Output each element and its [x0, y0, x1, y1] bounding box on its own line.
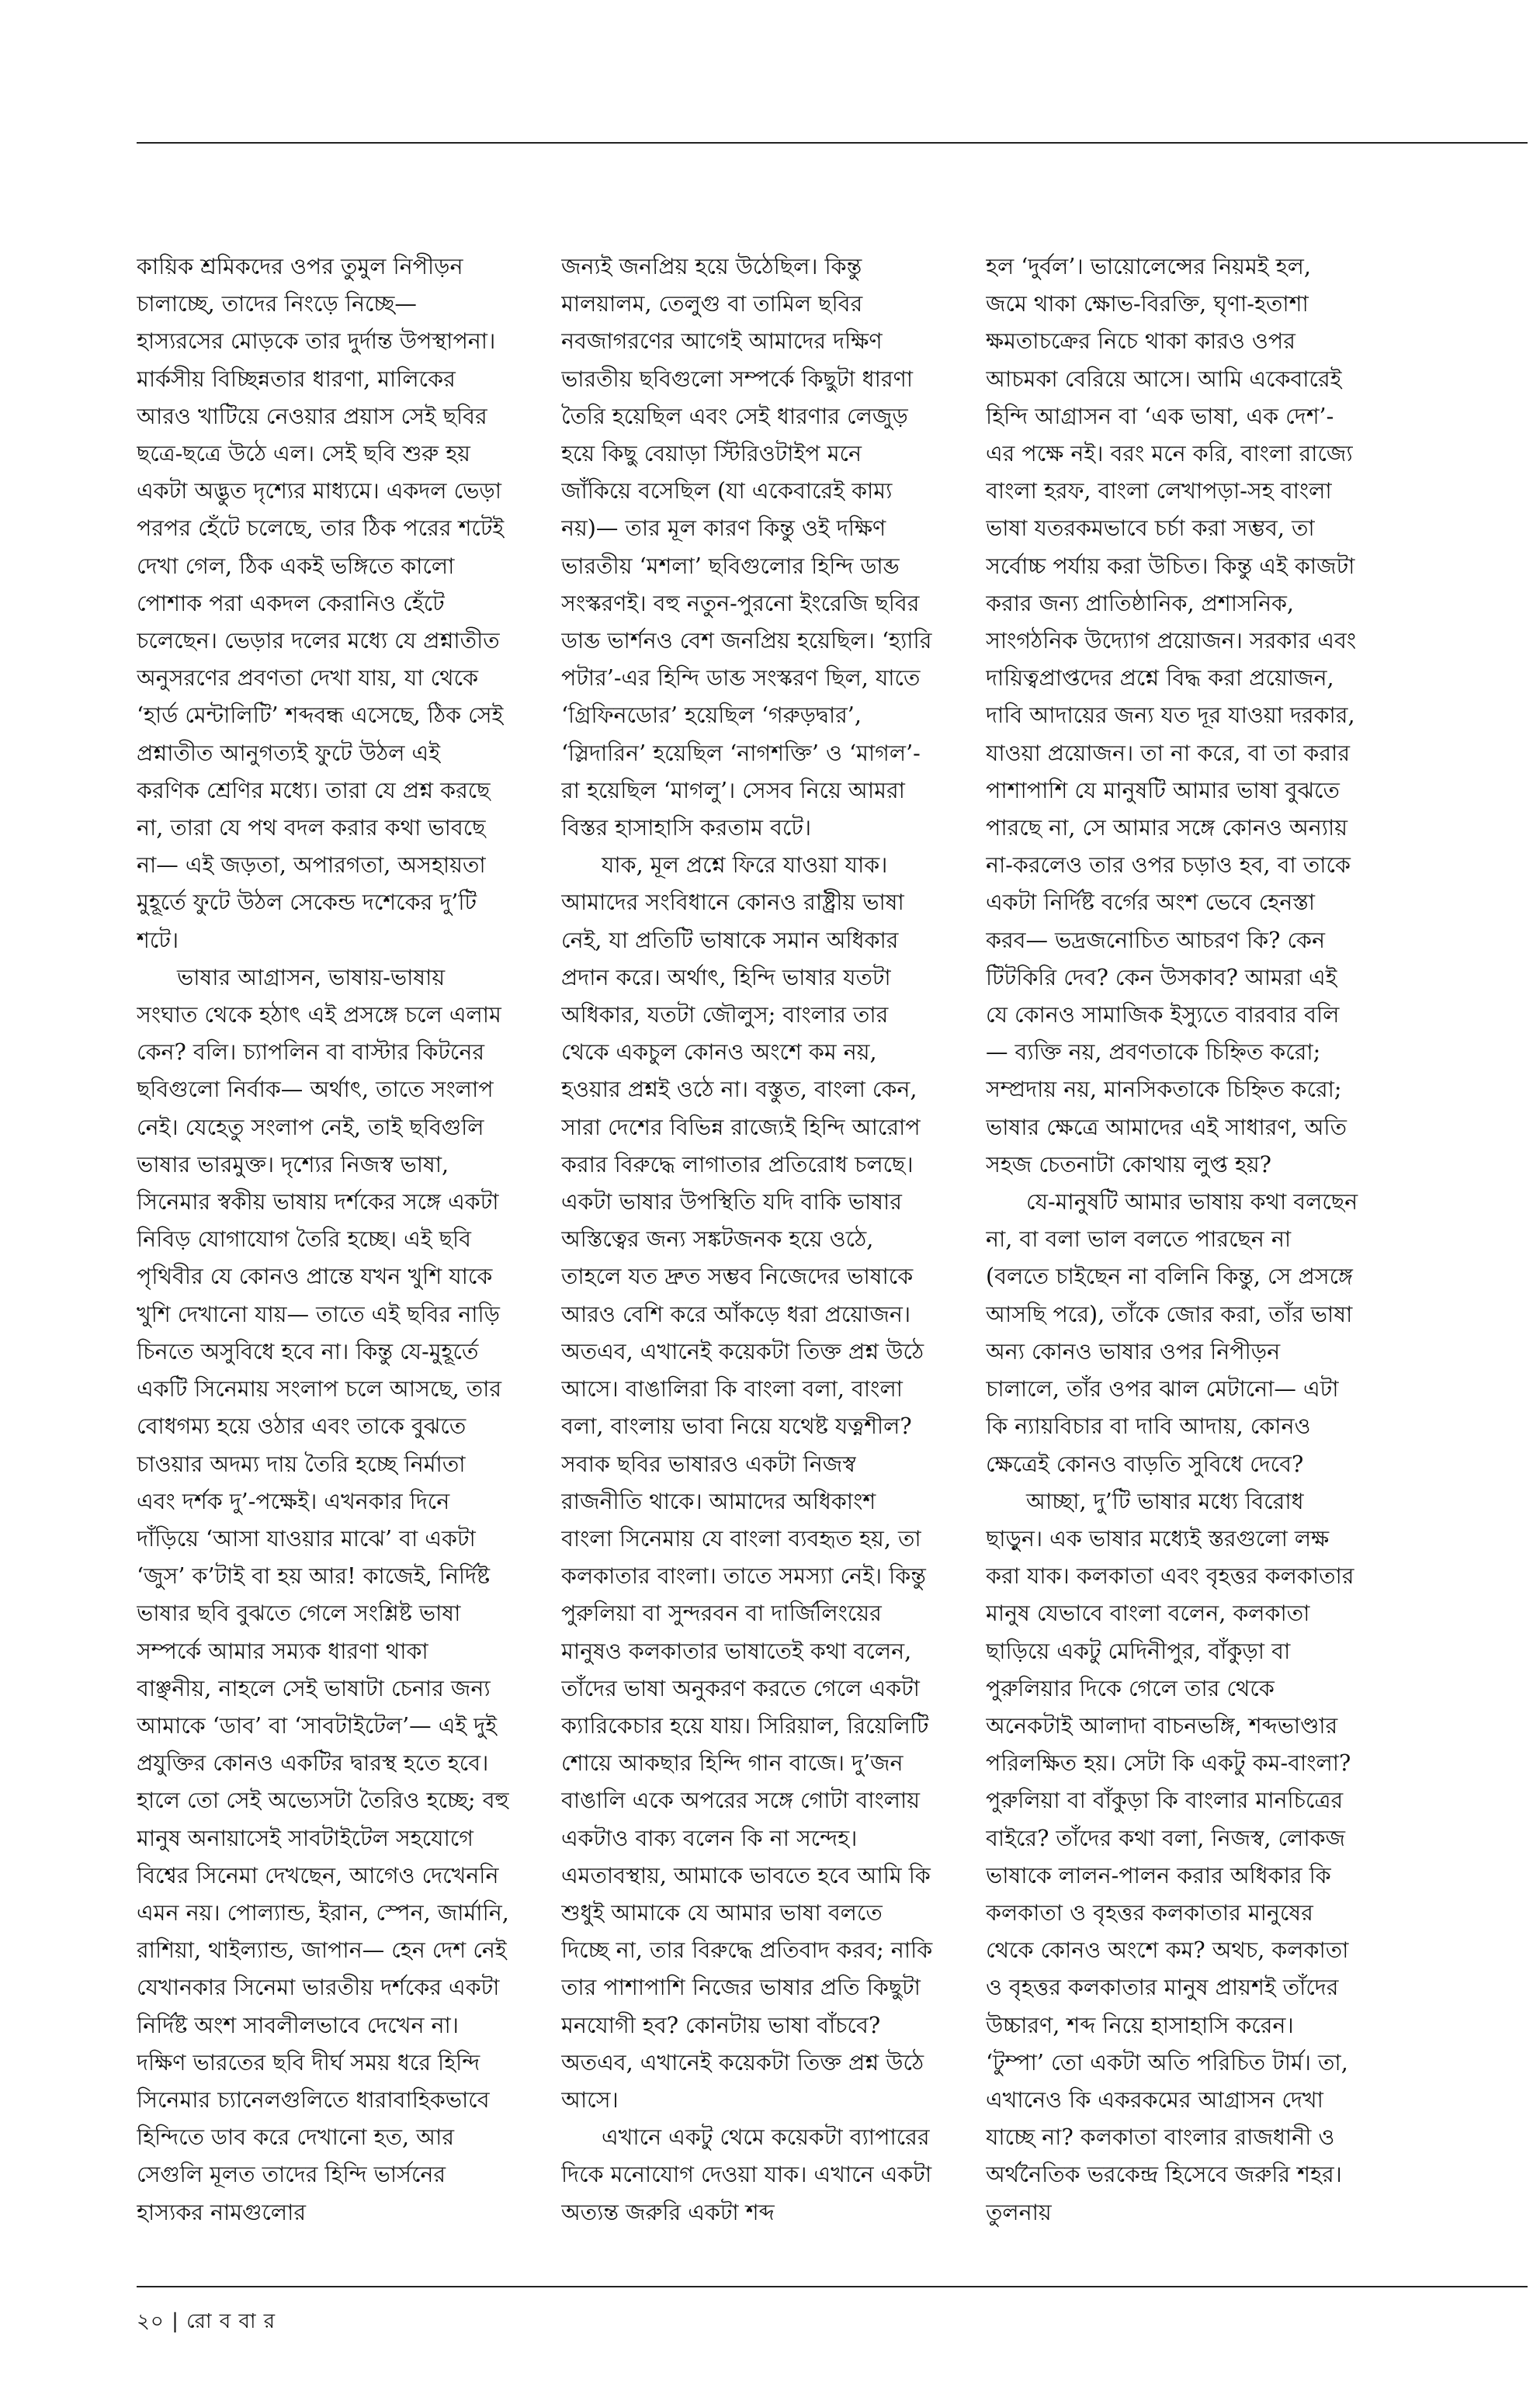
article-column-3: [986, 248, 1358, 2266]
footer-separator: |: [172, 2310, 179, 2333]
paragraph: এখানে একটু থেমে কয়েকটা ব্যাপারের দিকে মনোযোগ দেওয়া যাক। এখানে একটা অত্যন্ত জরুরি একটা শব্দ: [561, 2124, 932, 2225]
header-rule: [137, 142, 1528, 144]
magazine-name: রো ব বা র: [186, 2310, 276, 2333]
paragraph: কায়িক শ্রমিকদের ওপর তুমুল নিপীড়ন চালাচ্ছে, তাদের নিংড়ে নিচ্ছে— হাস্যরসের মোড়কে তার দুর্দান্ত উপস্থাপনা। মার্কসীয় বিচ্ছিন্নতার ধারণা, মালিকের আরও খাটিয়ে নেওয়ার প্রয়াস সেই ছবির ছত্রে-ছত্রে উঠে এল। সেই ছবি শুরু হয় একটা অদ্ভুত দৃশ্যের মাধ্যমে। একদল ভেড়া পরপর হেঁটে চলেছে, তার ঠিক পরের শটেই দেখা গেল, ঠিক একই ভঙ্গিতে কালো পোশাক পরা একদল কেরানিও হেঁটে চলেছেন। ভেড়ার দলের মধ্যে যে প্রশ্নাতীত অনুসরণের প্রবণতা দেখা যায়, যা থেকে ‘হার্ড মেন্টালিটি’ শব্দবন্ধ এসেছে, ঠিক সেই প্রশ্নাতীত আনুগত্যই ফুটে উঠল এই করণিক শ্রেণির মধ্যে। তারা যে প্রশ্ন করছে না, তারা যে পথ বদল করার কথা ভাবছে না— এই জড়তা, অপারগতা, অসহায়তা মুহূর্তে ফুটে উঠল সেকেন্ড দশেকের দু’টি শটে।: [137, 254, 505, 953]
paragraph: আচ্ছা, দু’টি ভাষার মধ্যে বিরোধ ছাড়ুন। এক ভাষার মধ্যেই স্তরগুলো লক্ষ করা যাক। কলকাতা এবং বৃহত্তর কলকাতার মানুষ যেভাবে বাংলা বলেন, কলকাতা ছাড়িয়ে একটু মেদিনীপুর, বাঁকুড়া বা পুরুলিয়ার দিকে গেলে তার থেকে অনেকটাই আলাদা বাচনভঙ্গি, শব্দভাণ্ডার পরিলক্ষিত হয়। সেটা কি একটু কম-বাংলা? পুরুলিয়া বা বাঁকুড়া কি বাংলার মানচিত্রের বাইরে? তাঁদের কথা বলা, নিজস্ব, লোকজ ভাষাকে লালন-পালন করার অধিকার কি কলকাতা ও বৃহত্তর কলকাতার মানুষের থেকে কোনও অংশে কম? অথচ, কলকাতা ও বৃহত্তর কলকাতার মানুষ প্রায়শই তাঁদের উচ্চারণ, শব্দ নিয়ে হাসাহাসি করেন। ‘টুম্পা’ তো একটা অতি পরিচিত টার্ম। তা, এখানেও কি একরকমের আগ্রাসন দেখা যাচ্ছে না? কলকাতা বাংলার রাজধানী ও অর্থনৈতিক ভরকেন্দ্র হিসেবে জরুরি শহর। তুলনায়: [986, 1488, 1354, 2225]
paragraph: যে-মানুষটি আমার ভাষায় কথা বলছেন না, বা বলা ভাল বলতে পারছেন না (বলতে চাইছেন না বলিনি কিন্তু, সে প্রসঙ্গে আসছি পরে), তাঁকে জোর করা, তাঁর ভাষা অন্য কোনও ভাষার ওপর নিপীড়ন চালালে, তাঁর ওপর ঝাল মেটানো— এটা কি ন্যায়বিচার বা দাবি আদায়, কোনও ক্ষেত্রেই কোনও বাড়তি সুবিধে দেবে?: [986, 1189, 1358, 1477]
paragraph: হল ‘দুর্বল’। ভায়োলেন্সের নিয়মই হল, জমে থাকা ক্ষোভ-বিরক্তি, ঘৃণা-হতাশা ক্ষমতাচক্রের নিচে থাকা কারও ওপর আচমকা বেরিয়ে আসে। আমি একেবারেই হিন্দি আগ্রাসন বা ‘এক ভাষা, এক দেশ’-এর পক্ষে নই। বরং মনে করি, বাংলা রাজ্যে বাংলা হরফ, বাংলা লেখাপড়া-সহ বাংলা ভাষা যতরকমভাবে চর্চা করা সম্ভব, তা সর্বোচ্চ পর্যায় করা উচিত। কিন্তু এই কাজটা করার জন্য প্রাতিষ্ঠানিক, প্রশাসনিক, সাংগঠনিক উদ্যোগ প্রয়োজন। সরকার এবং দায়িত্বপ্রাপ্তদের প্রশ্নে বিদ্ধ করা প্রয়োজন, দাবি আদায়ের জন্য যত দূর যাওয়া দরকার, যাওয়া প্রয়োজন। তা না করে, বা তা করার পাশাপাশি যে মানুষটি আমার ভাষা বুঝতে পারছে না, সে আমার সঙ্গে কোনও অন্যায় না-করলেও তার ওপর চড়াও হব, বা তাকে একটা নির্দিষ্ট বর্গের অংশ ভেবে হেনস্তা করব— ভদ্রজনোচিত আচরণ কি? কেন টিটকিরি দেব? কেন উসকাব? আমরা এই যে কোনও সামাজিক ইস্যুতে বারবার বলি— ব্যক্তি নয়, প্রবণতাকে চিহ্নিত করো; সম্প্রদায় নয়, মানসিকতাকে চিহ্নিত করো; ভাষার ক্ষেত্রে আমাদের এই সাধারণ, অতি সহজ চেতনাটা কোথায় লুপ্ত হয়?: [986, 254, 1357, 1177]
paragraph: জন্যই জনপ্রিয় হয়ে উঠেছিল। কিন্তু মালয়ালম, তেলুগু বা তামিল ছবির নবজাগরণের আগেই আমাদের দক্ষিণ ভারতীয় ছবিগুলো সম্পর্কে কিছুটা ধারণা তৈরি হয়েছিল এবং সেই ধারণার লেজুড় হয়ে কিছু বেয়াড়া স্টিরিওটাইপ মনে জাঁকিয়ে বসেছিল (যা একেবারেই কাম্য নয়)— তার মূল কারণ কিন্তু ওই দক্ষিণ ভারতীয় ‘মশলা’ ছবিগুলোর হিন্দি ডাব্ড সংস্করণই। বহু নতুন-পুরনো ইংরেজি ছবির ডাব্ড ভার্শনও বেশ জনপ্রিয় হয়েছিল। ‘হ্যারি পটার’-এর হিন্দি ডাব্ড সংস্করণ ছিল, যাতে ‘গ্রিফিনডোর’ হয়েছিল ‘গরুড়দ্বার’, ‘স্লিদারিন’ হয়েছিল ‘নাগশক্তি’ ও ‘মাগল’-রা হয়েছিল ‘মাগলু’। সেসব নিয়ে আমরা বিস্তর হাসাহাসি করতাম বটে।: [561, 254, 932, 841]
article-column-1: [137, 248, 509, 2266]
page-footer: [137, 2305, 276, 2339]
paragraph: ভাষার আগ্রাসন, ভাষায়-ভাষায় সংঘাত থেকে হঠাৎ এই প্রসঙ্গে চলে এলাম কেন? বলি। চ্যাপলিন বা বাস্টার কিটনের ছবিগুলো নির্বাক— অর্থাৎ, তাতে সংলাপ নেই। যেহেতু সংলাপ নেই, তাই ছবিগুলি ভাষার ভারমুক্ত। দৃশ্যের নিজস্ব ভাষা, সিনেমার স্বকীয় ভাষায় দর্শকের সঙ্গে একটা নিবিড় যোগাযোগ তৈরি হচ্ছে। এই ছবি পৃথিবীর যে কোনও প্রান্তে যখন খুশি যাকে খুশি দেখানো যায়— তাতে এই ছবির নাড়ি চিনতে অসুবিধে হবে না। কিন্তু যে-মুহূর্তে একটি সিনেমায় সংলাপ চলে আসছে, তার বোধগম্য হয়ে ওঠার এবং তাকে বুঝতে চাওয়ার অদম্য দায় তৈরি হচ্ছে নির্মাতা এবং দর্শক দু’-পক্ষেই। এখনকার দিনে দাঁড়িয়ে ‘আসা যাওয়ার মাঝে’ বা একটা ‘জুস’ ক’টাই বা হয় আর! কাজেই, নির্দিষ্ট ভাষার ছবি বুঝতে গেলে সংশ্লিষ্ট ভাষা সম্পর্কে আমার সম্যক ধারণা থাকা বাঞ্ছনীয়, নাহলে সেই ভাষাটা চেনার জন্য আমাকে ‘ডাব’ বা ‘সাবটাইটেল’— এই দুই প্রযুক্তির কোনও একটির দ্বারস্থ হতে হবে। হালে তো সেই অভ্যেসটা তৈরিও হচ্ছে; বহু মানুষ অনায়াসেই সাবটাইটেল সহযোগে বিশ্বের সিনেমা দেখছেন, আগেও দেখেননি এমন নয়। পোল্যান্ড, ইরান, স্পেন, জার্মানি, রাশিয়া, থাইল্যান্ড, জাপান— হেন দেশ নেই যেখানকার সিনেমা ভারতীয় দর্শকের একটা নির্দিষ্ট অংশ সাবলীলভাবে দেখেন না। দক্ষিণ ভারতের ছবি দীর্ঘ সময় ধরে হিন্দি সিনেমার চ্যানেলগুলিতে ধারাবাহিকভাবে হিন্দিতে ডাব করে দেখানো হত, আর সেগুলি মূলত তাদের হিন্দি ভার্সনের হাস্যকর নামগুলোর: [137, 964, 509, 2225]
footer-rule: [137, 2286, 1528, 2287]
page-number: ২০: [137, 2310, 165, 2333]
paragraph: যাক, মূল প্রশ্নে ফিরে যাওয়া যাক। আমাদের সংবিধানে কোনও রাষ্ট্রীয় ভাষা নেই, যা প্রতিটি ভাষাকে সমান অধিকার প্রদান করে। অর্থাৎ, হিন্দি ভাষার যতটা অধিকার, যতটা জৌলুস; বাংলার তার থেকে একচুল কোনও অংশে কম নয়, হওয়ার প্রশ্নই ওঠে না। বস্তুত, বাংলা কেন, সারা দেশের বিভিন্ন রাজ্যেই হিন্দি আরোপ করার বিরুদ্ধে লাগাতার প্রতিরোধ চলছে। একটা ভাষার উপস্থিতি যদি বাকি ভাষার অস্তিত্বের জন্য সঙ্কটজনক হয়ে ওঠে, তাহলে যত দ্রুত সম্ভব নিজেদের ভাষাকে আরও বেশি করে আঁকড়ে ধরা প্রয়োজন। অতএব, এখানেই কয়েকটা তিক্ত প্রশ্ন উঠে আসে। বাঙালিরা কি বাংলা বলা, বাংলা বলা, বাংলায় ভাবা নিয়ে যথেষ্ট যত্নশীল? সবাক ছবির ভাষারও একটা নিজস্ব রাজনীতি থাকে। আমাদের অধিকাংশ বাংলা সিনেমায় যে বাংলা ব্যবহৃত হয়, তা কলকাতার বাংলা। তাতে সমস্যা নেই। কিন্তু পুরুলিয়া বা সুন্দরবন বা দার্জিলিংয়ের মানুষও কলকাতার ভাষাতেই কথা বলেন, তাঁদের ভাষা অনুকরণ করতে গেলে একটা ক্যারিকেচার হয়ে যায়। সিরিয়াল, রিয়েলিটি শোয়ে আকছার হিন্দি গান বাজে। দু’জন বাঙালি একে অপরের সঙ্গে গোটা বাংলায় একটাও বাক্য বলেন কি না সন্দেহ। এমতাবস্থায়, আমাকে ভাবতে হবে আমি কি শুধুই আমাকে যে আমার ভাষা বলতে দিচ্ছে না, তার বিরুদ্ধে প্রতিবাদ করব; নাকি তার পাশাপাশি নিজের ভাষার প্রতি কিছুটা মনযোগী হব? কোনটায় ভাষা বাঁচবে? অতএব, এখানেই কয়েকটা তিক্ত প্রশ্ন উঠে আসে।: [561, 852, 933, 2113]
article-column-2: [561, 248, 934, 2266]
